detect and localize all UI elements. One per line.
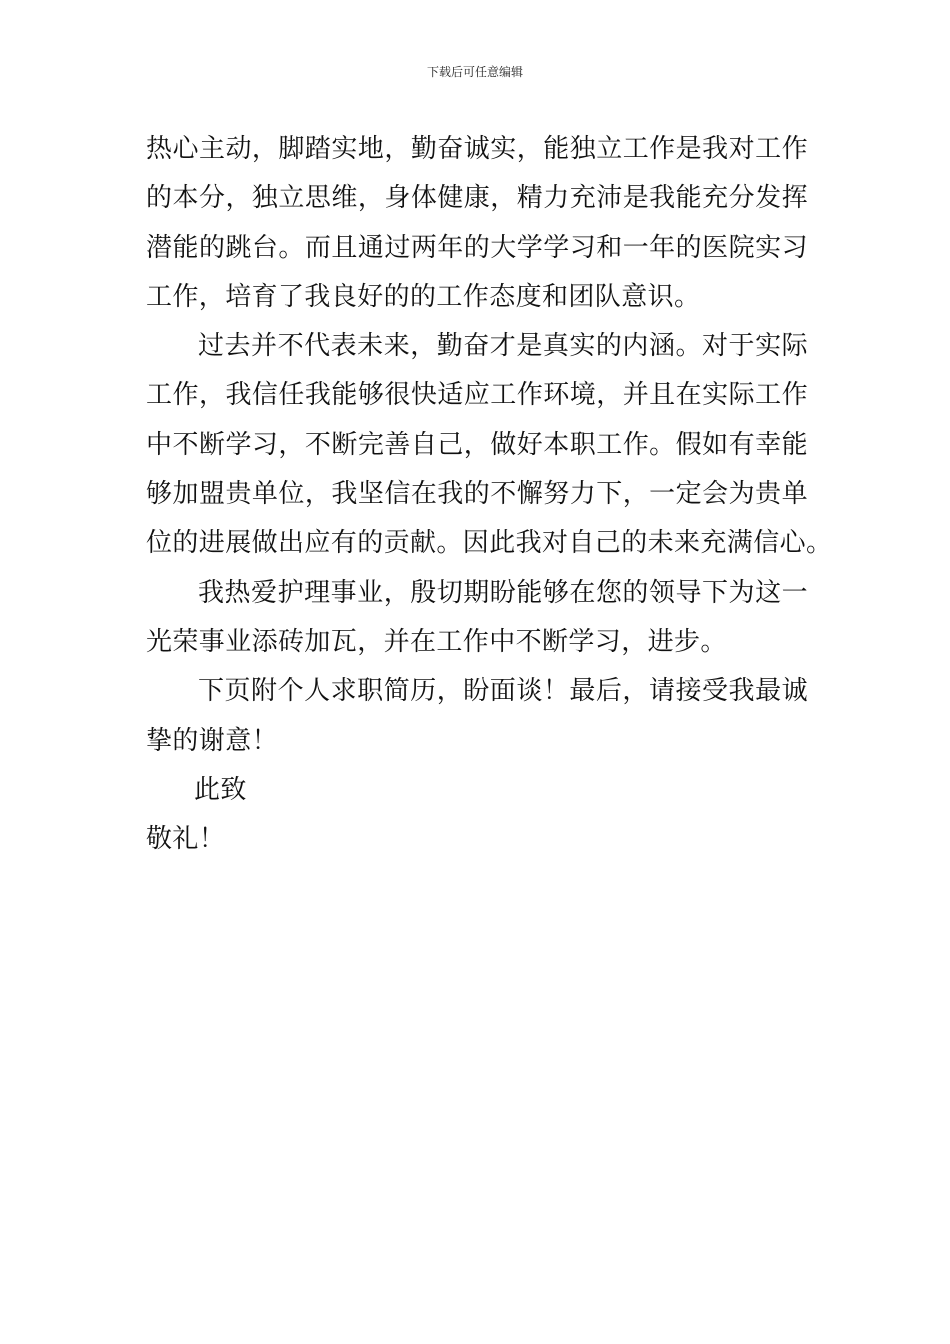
closing-salutation: 此致 xyxy=(194,774,247,805)
paragraph-line: 够加盟贵单位，我坚信在我的不懈努力下，一定会为贵单 xyxy=(146,479,808,510)
paragraph-3 xyxy=(146,569,808,668)
paragraph-line: 中不断学习，不断完善自己，做好本职工作。假如有幸能 xyxy=(146,429,808,460)
letter-body xyxy=(146,125,833,864)
paragraph-line: 工作，我信任我能够很快适应工作环境，并且在实际工作 xyxy=(146,380,808,411)
paragraph-line: 光荣事业添砖加瓦，并在工作中不断学习，进步。 xyxy=(146,626,727,657)
paragraph-line: 下页附个人求职简历，盼面谈！最后，请接受我最诚 xyxy=(198,676,808,707)
paragraph-1 xyxy=(146,125,808,322)
paragraph-line: 过去并不代表未来，勤奋才是真实的内涵。对于实际 xyxy=(198,331,808,362)
closing xyxy=(146,766,808,865)
paragraph-line: 热心主动，脚踏实地，勤奋诚实，能独立工作是我对工作 xyxy=(146,134,808,164)
paragraph-line: 我热爱护理事业，殷切期盼能够在您的领导下为这一 xyxy=(198,577,808,608)
paragraph-line: 工作，培育了我良好的的工作态度和团队意识。 xyxy=(146,281,701,312)
paragraph-line: 挚的谢意！ xyxy=(146,725,279,756)
paragraph-line: 位的进展做出应有的贡献。因此我对自己的未来充满信心。 xyxy=(146,528,833,559)
paragraph-2 xyxy=(146,322,833,568)
paragraph-line: 潜能的跳台。而且通过两年的大学学习和一年的医院实习 xyxy=(146,232,808,263)
page-header: 下载后可任意编辑 xyxy=(426,65,523,79)
paragraph-line: 的本分，独立思维，身体健康，精力充沛是我能充分发挥 xyxy=(146,183,808,214)
closing-regards: 敬礼！ xyxy=(146,824,226,855)
paragraph-4 xyxy=(146,667,808,766)
